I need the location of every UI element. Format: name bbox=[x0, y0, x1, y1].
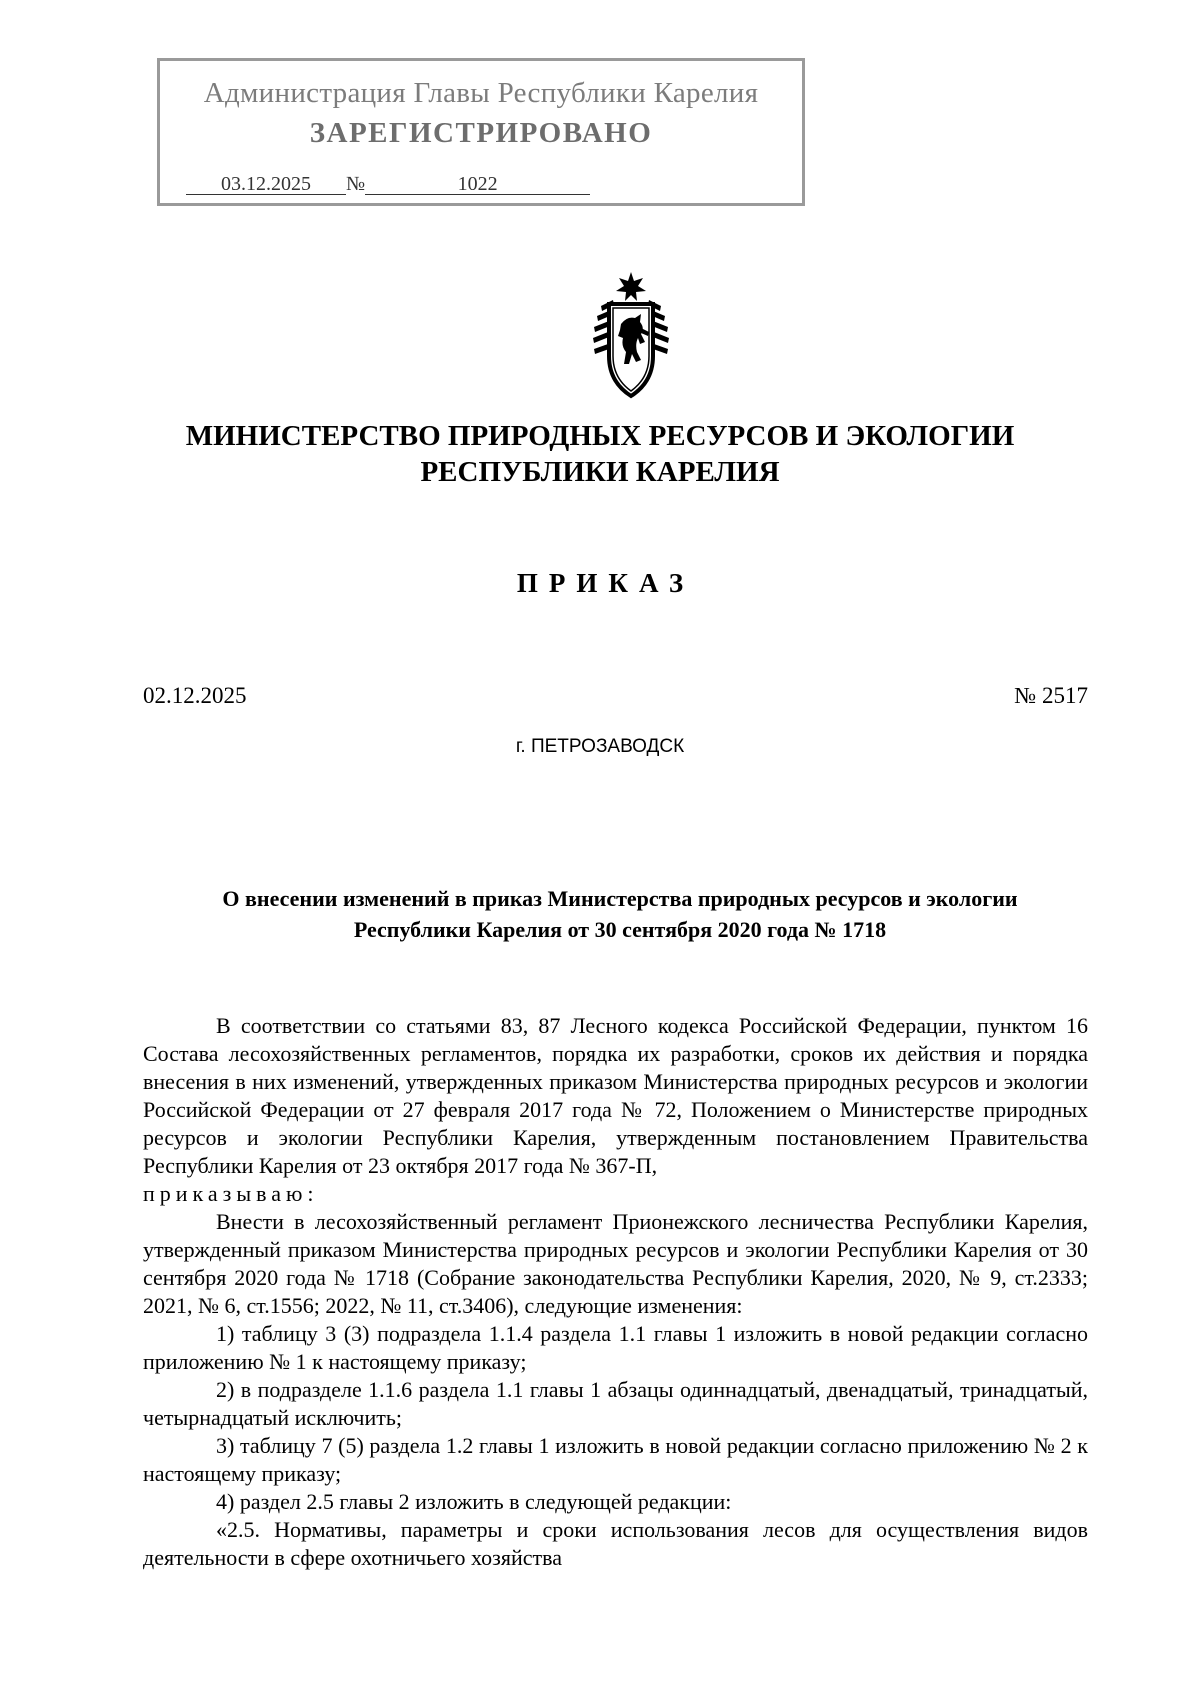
stamp-registration-line bbox=[186, 173, 590, 196]
subject-line1: О внесении изменений в приказ Министерства природных ресурсов и экологии bbox=[222, 886, 1018, 911]
list-item-3: 3) таблицу 7 (5) раздела 1.2 главы 1 изложить в новой редакции согласно приложению № 2 к настоящему приказу; bbox=[143, 1433, 1088, 1486]
preamble-paragraph: В соответствии со статьями 83, 87 Лесного кодекса Российской Федерации, пунктом 16 Состава лесохозяйственных регламентов, порядка их разработки, сроков их действия и порядка внесения в них изменений, утвержденных приказом Министерства природных ресурсов и экологии Российской Федерации от 27 февраля 2017 года № 72, Положением о Министерстве природных ресурсов и экологии Республики Карелия, утвержденным постановлением Правительства Республики Карелия от 23 октября 2017 года № 367-П, bbox=[143, 1013, 1088, 1178]
list-item-4: 4) раздел 2.5 главы 2 изложить в следующей редакции: bbox=[216, 1489, 732, 1514]
document-city: г. ПЕТРОЗАВОДСК bbox=[515, 736, 685, 757]
main-paragraph: Внести в лесохозяйственный регламент Прионежского лесничества Республики Карелия, утвержденный приказом Министерства природных ресурсов и экологии Республики Карелия от 30 сентября 2020 года № 1718 (Собрание законодательства Республики Карелия, 2020, № 9, ст.2333; 2021, № 6, ст.1556; 2022, № 11, ст.3406), следующие изменения: bbox=[143, 1209, 1088, 1318]
quoted-section-title: «2.5. Нормативы, параметры и сроки использования лесов для осуществления видов деятельности в сфере охотничьего хозяйства bbox=[143, 1517, 1088, 1570]
stamp-number-sign: № bbox=[346, 173, 366, 195]
document-number: № 2517 bbox=[1014, 683, 1088, 708]
ministry-title-line2: РЕСПУБЛИКИ КАРЕЛИЯ bbox=[420, 456, 780, 488]
document-date: 02.12.2025 bbox=[143, 683, 247, 708]
document-body bbox=[143, 1012, 1088, 1572]
ministry-title-line1: МИНИСТЕРСТВО ПРИРОДНЫХ РЕСУРСОВ И ЭКОЛОГИИ bbox=[185, 420, 1015, 452]
document-subject bbox=[160, 883, 1080, 945]
stamp-organization: Администрация Главы Республики Карелия bbox=[203, 77, 759, 109]
karelia-coat-of-arms-icon bbox=[583, 272, 679, 400]
stamp-number: 1022 bbox=[365, 174, 590, 195]
order-word: приказываю: bbox=[143, 1181, 319, 1206]
list-item-2: 2) в подразделе 1.1.6 раздела 1.1 главы 1 абзацы одиннадцатый, двенадцатый, тринадцатый, четырнадцатый исключить; bbox=[143, 1377, 1088, 1430]
stamp-status: ЗАРЕГИСТРИРОВАНО bbox=[309, 117, 653, 149]
registration-stamp bbox=[157, 58, 805, 206]
document-type: ПРИКАЗ bbox=[516, 568, 695, 598]
stamp-date: 03.12.2025 bbox=[186, 174, 346, 195]
list-item-1: 1) таблицу 3 (3) подраздела 1.1.4 раздела 1.1 главы 1 изложить в новой редакции согласно приложению № 1 к настоящему приказу; bbox=[143, 1321, 1088, 1374]
subject-line2: Республики Карелия от 30 сентября 2020 года № 1718 bbox=[353, 917, 887, 942]
ministry-title bbox=[0, 418, 1200, 490]
